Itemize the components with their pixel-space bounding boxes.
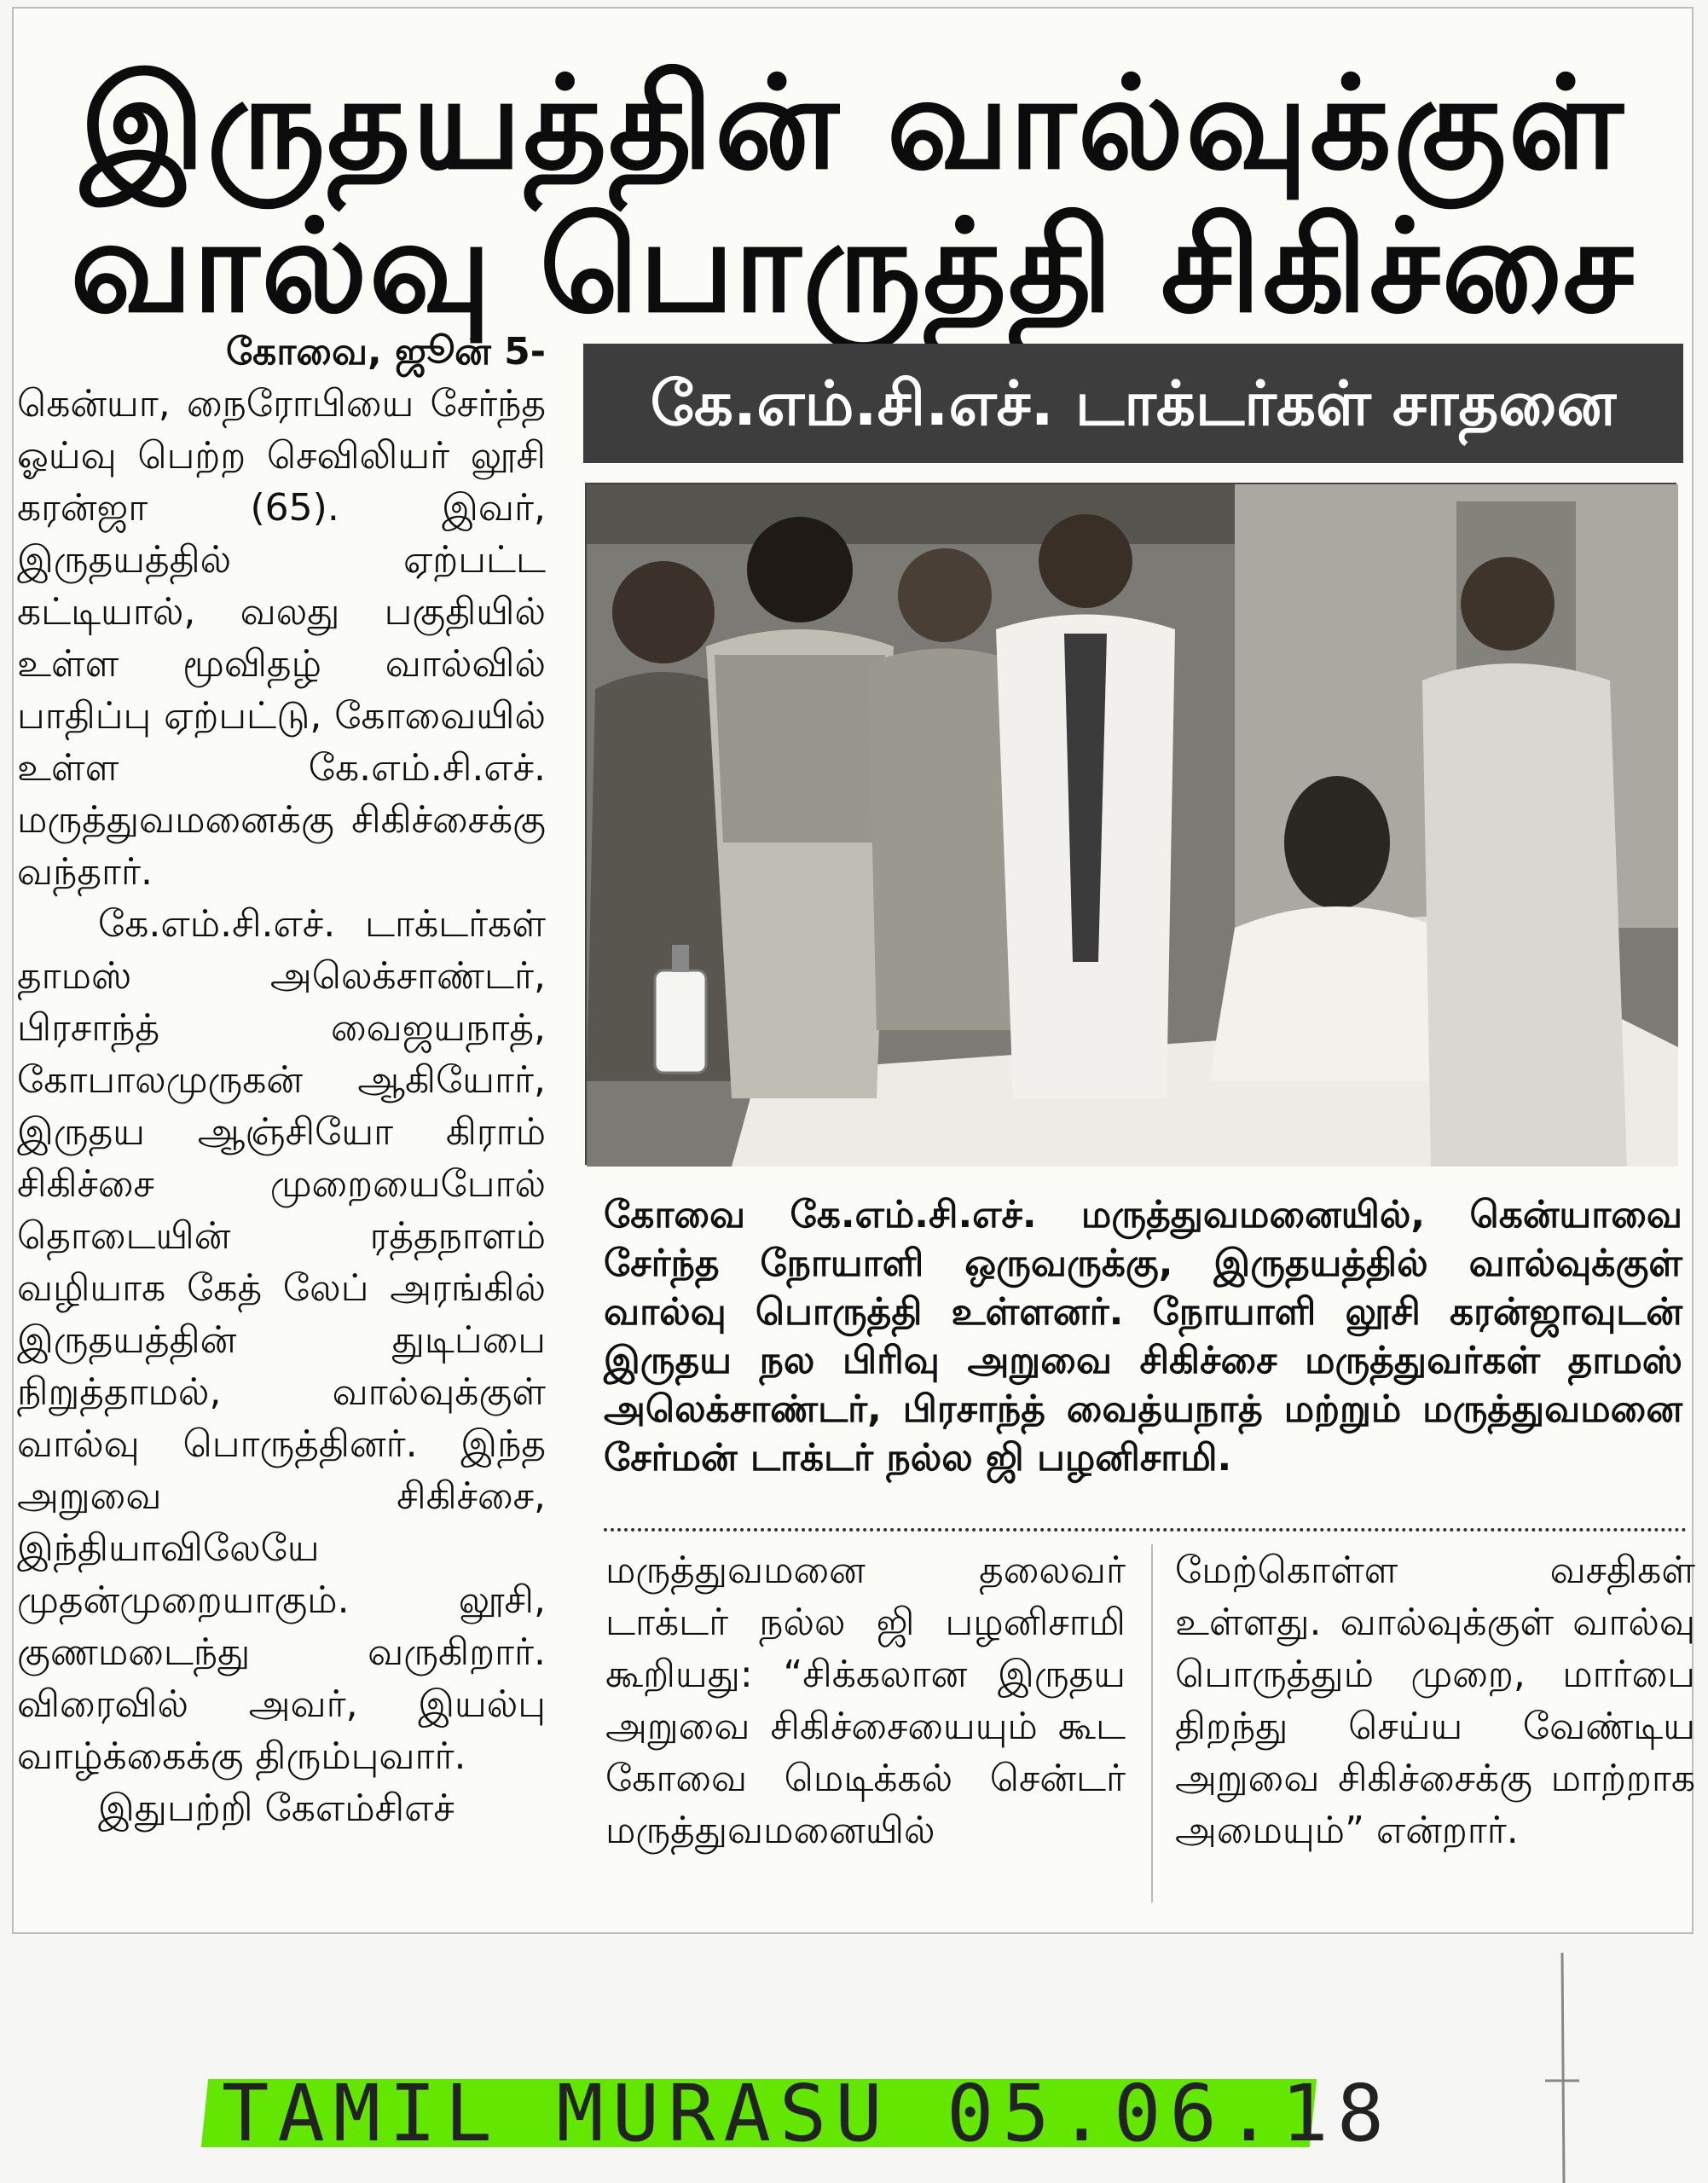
article-middle-column: மருத்துவமனை தலைவர் டாக்டர் நல்ல ஜி பழனிசாமி கூறியது: “சிக்கலான இருதய அறுவை சிகிச்சையையும் கூட கோவை மெடிக்கல் சென்டர் மருத்துவமனையில் <box>605 1549 1126 1852</box>
publication-date: 05.06.18 <box>947 2068 1393 2159</box>
article-paragraph-1: கென்யா, நைரோபியை சேர்ந்த ஓய்வு பெற்ற செவிலியர் லூசி கரன்ஜா (65). இவர், இருதயத்தில் ஏற்பட்ட கட்டியால், வலது பகுதியில் உள்ள மூவிதழ் வால்வில் பாதிப்பு ஏற்பட்டு, கோவையில் உள்ள கே.எம்.சி.எச். மருத்துவமனைக்கு சிகிச்சைக்கு வந்தார். <box>17 382 546 894</box>
photo-caption: கோவை கே.எம்.சி.எச். மருத்துவமனையில், கென்யாவை சேர்ந்த நோயாளி ஒருவருக்கு, இருதயத்தில் வால்வுக்குள் வால்வு பொருத்தி உள்ளனர். நோயாளி லூசி கரன்ஜாவுடன் இருதய நல பிரிவு அறுவை சிகிச்சை மருத்துவர்கள் தாமஸ் அலெக்சாண்டர், பிரசாந்த் வைத்யநாத் மற்றும் மருத்துவமனை சேர்மன் டாக்டர் நல்ல ஜி பழனிசாமி. <box>604 1193 1682 1479</box>
column-divider <box>1151 1544 1153 1902</box>
publication-name: TAMIL MURASU <box>222 2068 891 2159</box>
photo-illustration <box>587 484 1678 1167</box>
handwritten-source-tag <box>205 2064 1393 2164</box>
article-paragraph-2: கே.எம்.சி.எச். டாக்டர்கள் தாமஸ் அலெக்சாண்டர், பிரசாந்த் வைஜயநாத், கோபாலமுருகன் ஆகியோர், இருதய ஆஞ்சியோ கிராம் சிகிச்சை முறையைபோல் தொடையின் ரத்தநாளம் வழியாக கேத் லேப் அரங்கில் இருதயத்தின் துடிப்பை நிறுத்தாமல், வால்வுக்குள் வால்வு பொருத்தினர். இந்த அறுவை சிகிச்சை, இந்தியாவிலேயே முதன்முறையாகும். லூசி, குணமடைந்து வருகிறார். விரைவில் அவர், இயல்பு வாழ்க்கைக்கு திரும்புவார். <box>17 902 546 1778</box>
article-paragraph-3-start: இதுபற்றி கேஎம்சிஎச் <box>98 1786 455 1830</box>
caption-divider <box>604 1528 1687 1532</box>
subheadline-bar: கே.எம்.சி.எச். டாக்டர்கள் சாதனை <box>583 344 1683 463</box>
dateline: கோவை, ஜூன் 5- <box>225 330 546 373</box>
headline-line-1: இருதயத்தின் வால்வுக்குள் <box>80 49 1625 198</box>
pencil-mark <box>1528 1953 1596 2183</box>
hospital-ward-photo <box>585 483 1676 1165</box>
article-right-column: மேற்கொள்ள வசதிகள் உள்ளது. வால்வுக்குள் வால்வு பொருத்தும் முறை, மார்பை திறந்து செய்ய வேண்டிய அறுவை சிகிச்சைக்கு மாற்றாக அமையும்” என்றார். <box>1175 1549 1695 1852</box>
article-left-column <box>17 326 546 1830</box>
headline-line-2: வால்வு பொருத்தி சிகிச்சை <box>70 193 1636 341</box>
